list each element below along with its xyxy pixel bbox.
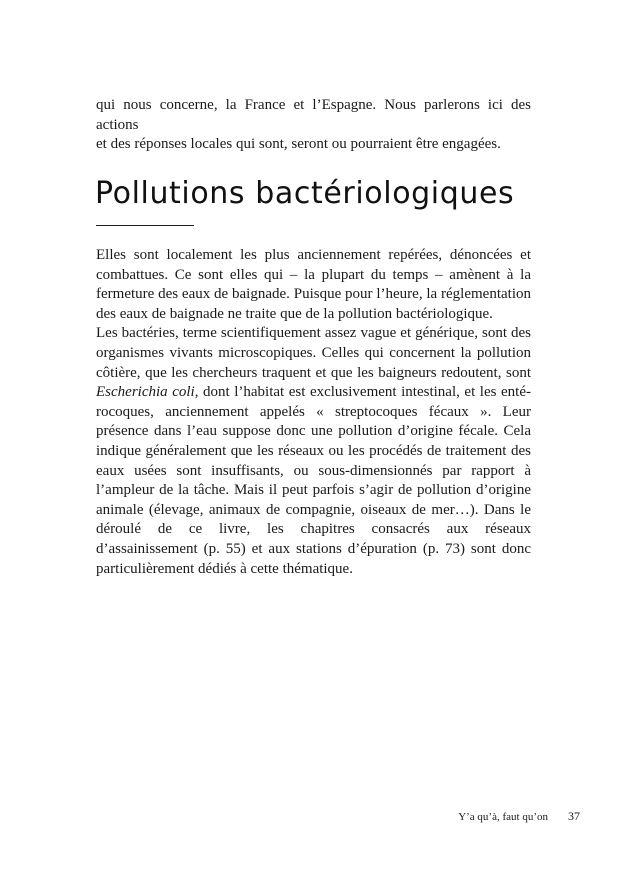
intro-paragraph	[96, 96, 531, 155]
paragraph-2-end: , dont l’habitat est exclusivement intestinal, et les entérocoques, anciennement appelés « streptocoques fécaux ». Leur présence dans l’eau suppose donc une pollution d’origine fécale. Cela indique généralement que les réseaux ou les procédés de traitement des eaux usées sont insuffisants, ou sous-dimensionnés par rapport à l’ampleur de la tâche. Mais il peut parfois s’agir de pollution d’origine animale (élevage, animaux de compagnie, oiseaux de mer…). Dans le déroulé de ce livre, les chapitres consacrés aux réseaux d’assainissement (p. 55) et aux stations d’épuration (p. 73) sont donc particulièrement dédiés à cette thématique.	[96, 384, 531, 577]
heading-underline	[96, 225, 194, 226]
page-number: 37	[568, 809, 580, 823]
intro-line-1: qui nous concerne, la France et l’Espagne. Nous parlerons ici des actions	[96, 97, 531, 133]
page-footer	[458, 809, 580, 824]
paragraph-2	[96, 324, 531, 579]
intro-line-2: et des réponses locales qui sont, seront ou pourraient être engagées.	[96, 136, 501, 153]
body-text	[96, 246, 531, 579]
paragraph-1: Elles sont localement les plus anciennement repérées, dénoncées et combattues. Ce sont elles qui – la plupart du temps – amènent à la fermeture des eaux de baignade. Puisque pour l’heure, la réglementation des eaux de baignade ne traite que de la pollution bactériologique.	[96, 247, 531, 322]
paragraph-2-start: Les bactéries, terme scientifiquement assez vague et générique, sont des organismes vivants microscopiques. Celles qui concernent la pollution côtière, que les chercheurs traquent et que les baigneurs redoutent, sont	[96, 325, 531, 381]
running-title: Y’a qu’à, faut qu’on	[458, 811, 548, 823]
species-name-italic: Escherichia coli	[96, 384, 195, 401]
section-title: Pollutions bactériologiques	[95, 176, 515, 211]
